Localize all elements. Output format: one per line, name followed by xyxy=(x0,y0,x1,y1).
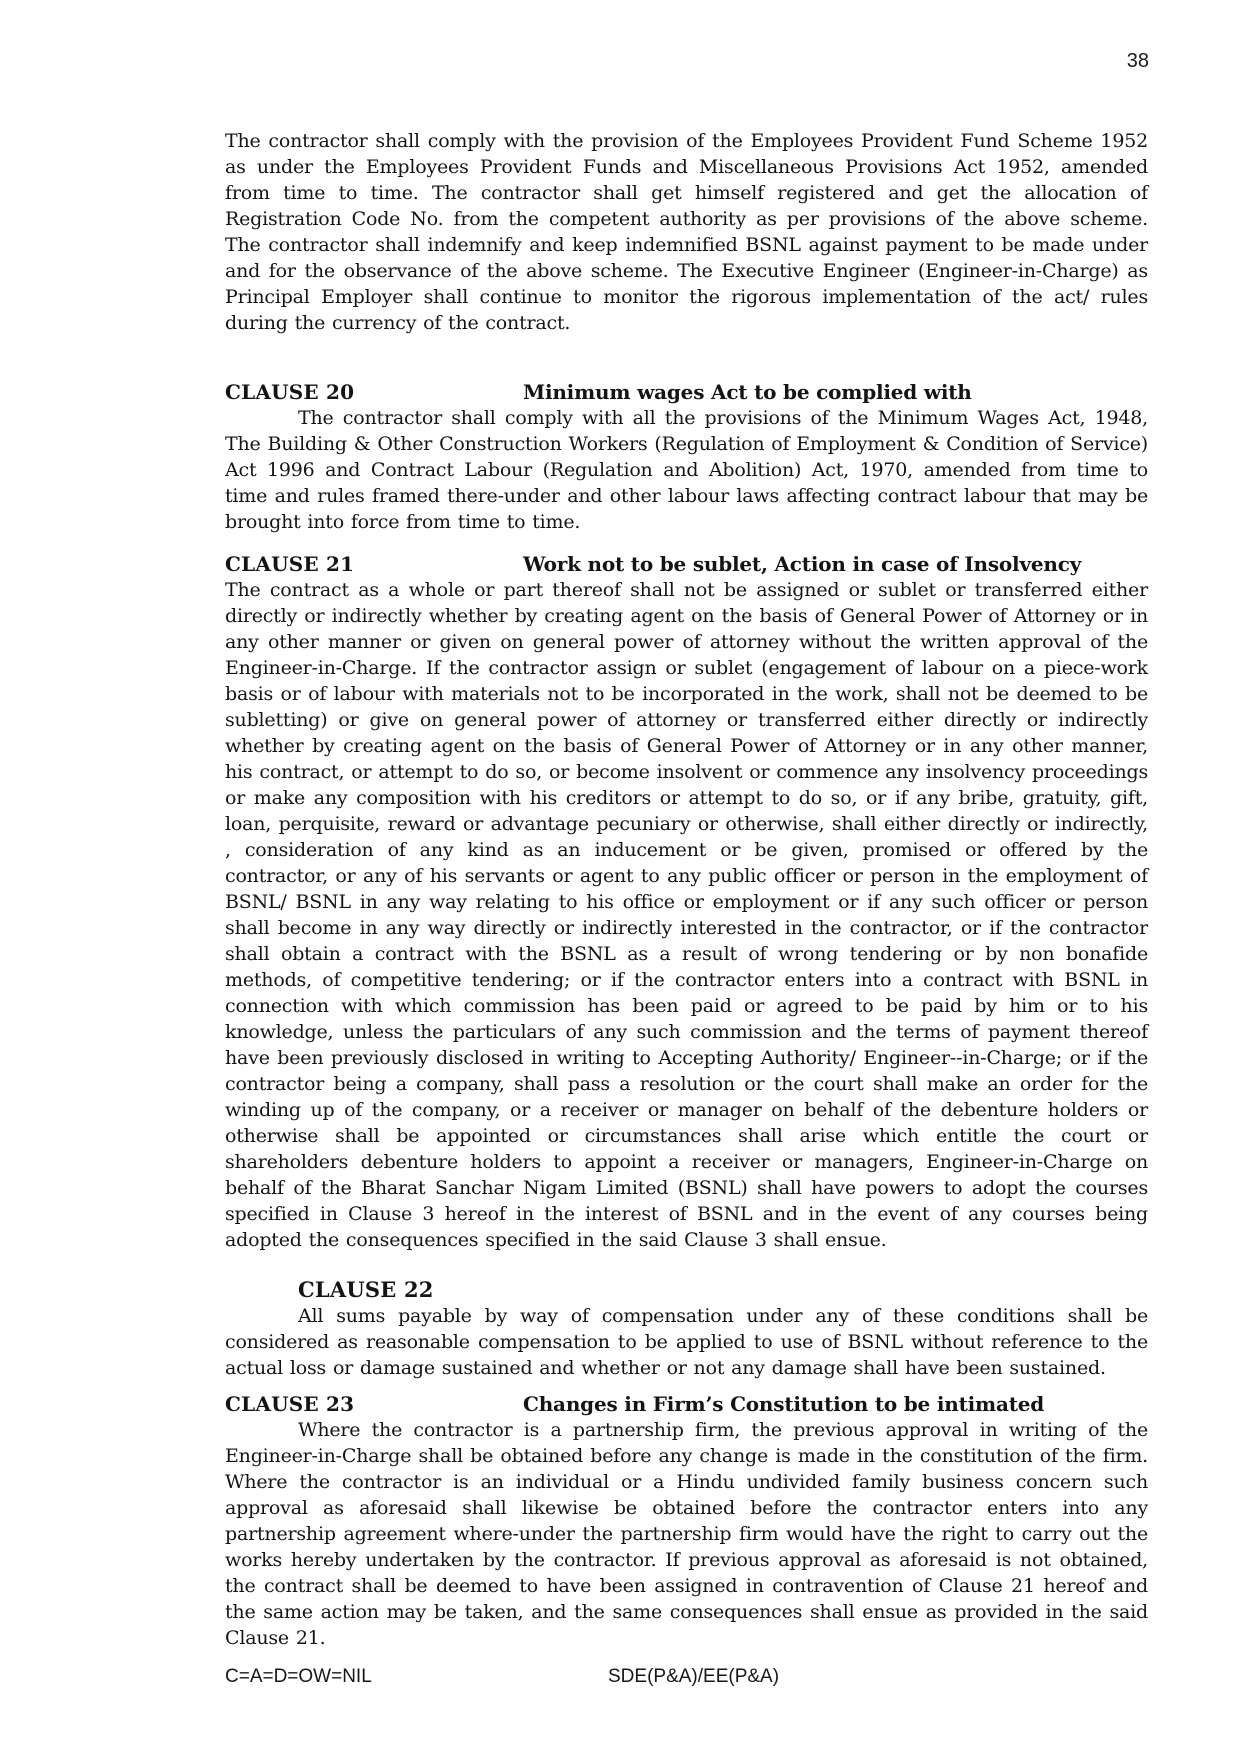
clause-22-number: CLAUSE 22 xyxy=(298,1277,434,1302)
intro-paragraph: The contractor shall comply with the provision of the Employees Provident Fund Scheme 1952 as under the Employees Provident Funds and Miscellaneous Provisions Act 1952, amended from time to time. The contractor shall get himself registered and get the allocation of Registration Code No. from the competent authority as per provisions of the above scheme. The contractor shall indemnify and keep indemnified BSNL against payment to be made under and for the observance of the above scheme. The Executive Engineer (Engineer-in-Charge) as Principal Employer shall continue to monitor the rigorous implementation of the act/ rules during the currency of the contract. xyxy=(225,130,1148,334)
clause-20-body: The contractor shall comply with all the provisions of the Minimum Wages Act, 1948, The Building & Other Construction Workers (Regulation of Employment & Condition of Service) Act 1996 and Contract Labour (Regulation and Abolition) Act, 1970, amended from time to time and rules framed there-under and other labour laws affecting contract labour that may be brought into force from time to time. xyxy=(225,407,1148,533)
clause-23-body: Where the contractor is a partnership firm, the previous approval in writing of the Engineer-in-Charge shall be obtained before any change is made in the constitution of the firm. Where the contractor is an individual or a Hindu undivided family business concern such approval as aforesaid shall likewise be obtained before the contractor enters into any partnership agreement where-under the partnership firm would have the right to carry out the works hereby undertaken by the contractor. If previous approval as aforesaid is not obtained, the contract shall be deemed to have been assigned in contravention of Clause 21 hereof and the same action may be taken, and the same consequences shall ensue as provided in the said Clause 21. xyxy=(225,1419,1148,1649)
clause-20-number: CLAUSE 20 xyxy=(225,380,355,404)
footer-code-text: C=A=D=OW=NIL xyxy=(225,1666,372,1687)
clause-22-heading xyxy=(225,1277,1148,1303)
clause-21-body: The contract as a whole or part thereof shall not be assigned or sublet or transferred either directly or indirectly whether by creating agent on the basis of General Power of Attorney or in any other manner or given on general power of attorney without the written approval of the Engineer-in-Charge. If the contractor assign or sublet (engagement of labour on a piece-work basis or of labour with materials not to be incorporated in the work, shall not be deemed to be subletting) or give on general power of attorney or transferred either directly or indirectly whether by creating agent on the basis of General Power of Attorney or in any other manner, his contract, or attempt to do so, or become insolvent or commence any insolvency proceedings or make any composition with his creditors or attempt to do so, or if any bribe, gratuity, gift, loan, perquisite, reward or advantage pecuniary or otherwise, shall either directly or indirectly, , consideration of any kind as an inducement or be given, promised or offered by the contractor, or any of his servants or agent to any public officer or person in the employment of BSNL/ BSNL in any way relating to his office or employment or if any such officer or person shall become in any way directly or indirectly interested in the contractor, or if the contractor shall obtain a contract with the BSNL as a result of wrong tendering or by non bonafide methods, of competitive tendering; or if the contractor enters into a contract with BSNL in connection with which commission has been paid or agreed to be paid by him or to his knowledge, unless the particulars of any such commission and the terms of payment thereof have been previously disclosed in writing to Accepting Authority/ Engineer--in-Charge; or if the contractor being a company, shall pass a resolution or the court shall make an order for the winding up of the company, or a receiver or manager on behalf of the debenture holders or otherwise shall be appointed or circumstances shall arise which entitle the court or shareholders debenture holders to appoint a receiver or managers, Engineer-in-Charge on behalf of the Bharat Sanchar Nigam Limited (BSNL) shall have powers to adopt the courses specified in Clause 3 hereof in the interest of BSNL and in the event of any courses being adopted the consequences specified in the said Clause 3 shall ensue. xyxy=(225,579,1148,1251)
clause-23-section xyxy=(225,1391,1148,1651)
footer-designation-text: SDE(P&A)/EE(P&A) xyxy=(608,1666,780,1687)
clause-23-title: Changes in Firm’s Constitution to be intimated xyxy=(523,1392,1045,1416)
page-footer xyxy=(225,1665,1148,1689)
clause-20-heading xyxy=(225,379,1148,405)
page-number: 38 xyxy=(1126,50,1149,72)
clause-22-body: All sums payable by way of compensation under any of these conditions shall be considered as reasonable compensation to be applied to use of BSNL without reference to the actual loss or damage sustained and whether or not any damage shall have been sustained. xyxy=(225,1305,1148,1379)
page-content xyxy=(225,128,1148,1689)
clause-23-number: CLAUSE 23 xyxy=(225,1392,355,1416)
clause-21-section xyxy=(225,551,1148,1253)
clause-21-title: Work not to be sublet, Action in case of Insolvency xyxy=(523,552,1082,576)
clause-22-section xyxy=(225,1277,1148,1381)
clause-20-section xyxy=(225,379,1148,535)
clause-23-heading xyxy=(225,1391,1148,1417)
clause-20-title: Minimum wages Act to be complied with xyxy=(523,380,972,404)
clause-21-heading xyxy=(225,551,1148,577)
clause-21-number: CLAUSE 21 xyxy=(225,552,355,576)
